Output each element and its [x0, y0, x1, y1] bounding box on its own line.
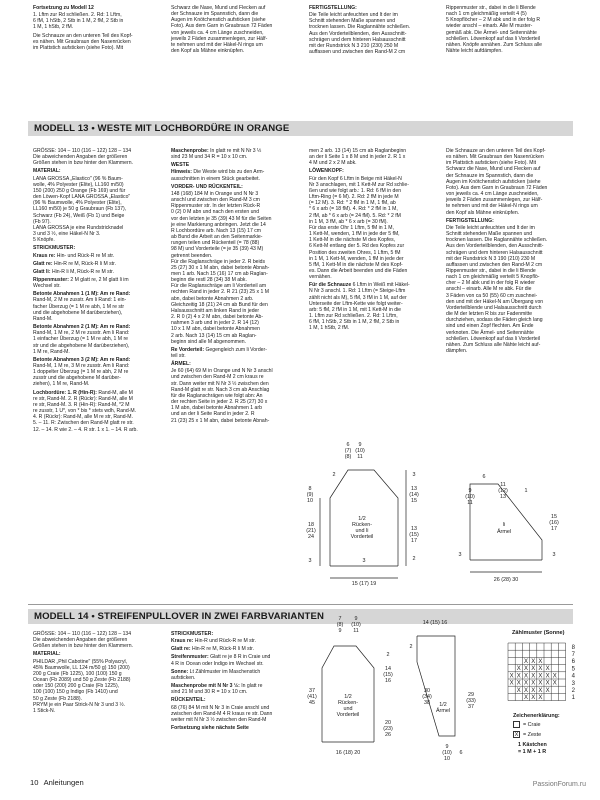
d1-label: (15) — [409, 532, 419, 538]
watermark: PassionForum.ru — [532, 781, 586, 788]
model14-column-1 — [33, 631, 163, 716]
inline-text: Glatt re je 8 R in Craie und 4 R in Ocean oder Indigo im Wechsel str. — [171, 654, 271, 667]
chart-row-number: 2 — [571, 688, 575, 694]
section-heading: FERTIGSTELLUNG: — [309, 5, 357, 11]
top-column-4 — [446, 5, 576, 56]
chart-stitch-mark: X — [538, 666, 543, 673]
d2-label: 1 — [524, 488, 528, 494]
section-heading: Fortsetzung siehe nächste Seite — [171, 725, 249, 732]
d2-label: 11 — [500, 482, 506, 488]
inline-text: Die Weste wird bis zu den Arm- ausschnitten in einem Stück gearbeitet. — [171, 169, 265, 182]
d1-label: (8) — [344, 454, 352, 460]
chart-stitch-mark: X — [523, 687, 529, 694]
instruction-paragraph: Schwarz die Nase, Mund und Flecken auf der Schnauze im Spannstich, dann die Augen im Knötchenstich aufsticken (siehe Foto). Aus dem Garn in Graubraun 72 Fäden von jeweils ca. 4 cm Länge zuschneiden, jeweils 2 Fäden zusammenlegen, zur Hälf- te nehmen und mit der Häkel-N rings um den Kopf als Mähne einknüpfen. — [171, 5, 273, 55]
chart-stitch-mark: X — [545, 687, 550, 694]
d3-label: Rücken- — [337, 700, 359, 706]
zeste-x-icon: X — [514, 732, 519, 738]
d4-label: (10) — [442, 750, 452, 756]
craie-swatch-icon — [513, 721, 520, 728]
d2-label: (12) — [498, 488, 508, 494]
inline-text: Hin-R li M, Rück-R re M str. — [50, 268, 114, 275]
instruction-paragraph: Für den Kopf 6 Lftm in Beige mit Häkel-N Nr 3 anschlagen, mit 1 Kett-M zur Rd schlie- ßen und wie folgt arb.: 1. Rd: 6 fM in den Lftm-Ring (= 6 M). 2. Rd: 2 fM in jede M (= 12 M). 3. Rd: * 2 fM in 1 M, 1 fM, ab * 6 x arb (= 18 fM). 4. Rd: * 2 fM in 1 M, 2 fM, ab * 6 x arb (= 24 fM). 5. Rd: * 2 fM in 1 M, 3 fM, ab * 6 x arb (= 30 fM). Für das erste Ohr 1 Lftm, 5 fM in 1 M, 1 Kett-M, wenden, 1 fM in jede der 5 fM, 1 Kett-M in die nächste M des Kopfes, 6 Kett-M entlang der 5. Rd des Kopfes zur Position des zweiten Ohres, 1 Lftm, 5 fM in 1 M, 1 Kett-M, wenden, 1 fM in jede der 5 fM, 1 Kett-M in die nächste M des Kopf- es. Dann die Arbeit beenden und die Fäden vernähen. — [309, 175, 409, 281]
chart-stitch-mark: X — [552, 673, 557, 680]
d4-label: 29 — [468, 692, 474, 698]
inline-label: Kraus re: — [33, 252, 56, 259]
d1-label: 10 — [307, 498, 313, 504]
instruction-paragraph: Die Teile leicht anfeuchten und lt der im Schnitt stehenden Maße spannen und trocknen lassen. Die Raglannähte schließen. Aus den Vorderteilblenden, den Ausschnitt- schrägen und dem hinteren Halsausschnitt mit der Rundstrick N 3 210 (230) 250 M auffassen und zwischen den Rand-M 2 cm — [309, 12, 411, 56]
section-heading: FERTIGSTELLUNG: — [446, 217, 494, 224]
section-heading: LÖWENKOPF: — [309, 168, 344, 175]
chart-stitch-mark: X — [523, 673, 529, 680]
chart-stitch-mark: X — [538, 659, 543, 665]
model13-column-1 — [33, 148, 163, 435]
d3-label: (41) — [307, 694, 317, 700]
d1-label: (7) — [344, 448, 352, 454]
instruction-paragraph — [171, 638, 301, 644]
d1-label: 3 — [412, 472, 416, 478]
inline-label: Betonte Abnahmen 1 (1 M): Am re Rand: — [33, 291, 131, 298]
section-heading: MATERIAL: — [33, 168, 61, 175]
d2-label: Ärmel — [496, 529, 512, 535]
d4-label: (34) — [422, 694, 432, 700]
chart-row-number: 5 — [571, 666, 575, 673]
instruction-paragraph: 1. Lftm zur Rd schließen. 2. Rd: 1 Lftm, 6 fM, 1 hStb, 2 Stb in 1 M, 2 fM, 2 Stb in 1 M, 1 hStb, 2 fM. — [33, 12, 124, 31]
instruction-paragraph: Rippenmuster str., dabei in die li Blende nach 1 cm gleichmäßig verteilt 4 (5) 5 Knopflöcher – 2 M abk und in der folg R wieder anschl – einarb. Alle M muster- gemäß abk. Die Ärmel- und Seitennähte schließen. Löwenkopf auf das li Vorderteil nähen. Knöpfe annähen. Zum Schluss alle Nähte leicht aufdämpfen. — [446, 5, 542, 55]
d3-label: (23) — [383, 726, 393, 732]
d3-label: 37 — [309, 688, 315, 694]
d3-label: (15) — [383, 672, 393, 678]
chart-stitch-mark: X — [531, 687, 536, 694]
inline-label: Rippenmuster: — [33, 276, 69, 283]
d2-label: 26 (28) 30 — [493, 577, 519, 583]
chart-stitch-mark: X — [531, 680, 536, 687]
instruction-paragraph: 148 (168) 184 M in Orange und N Nr 3 anschl und zwischen den Rand-M 3 cm Rippenmuster str. In der letzten Rück-R 0 (2) 0 M abn und nach den ersten und vor den letzten je 35 (39) 43 M für die Seiten je eine Markierung anbringen. Jetzt die 14 R Lochbordüre arb. Nach 13 (15) 17 cm ab Bund die Arbeit an den Seitenmarkie- rungen teilen und Rückenteil (= 78 (88) 98 M) und Vorderteile (= je 35 (39) 43 M) getrennt beenden. Für die Raglanschräge in jeder 2. R beids 25 (27) 30 x 1 M abn, dabei betonte Abnah- men 1 arb. Nach 15 (16) 17 cm ab Raglan- beginn die restl 28 (34) 38 M abk. Für die Raglanschräge am li Vorderteil am rechten Rand in jeder 2. R 21 (23) 25 x 1 M abn, dabei betonte Abnahmen 2 arb. Gleichzeitig 18 (21) 24 cm ab Bund für den Halsausschnitt am linken Rand in jeder 2. R 0 (2) 4 x 2 M abn, dabei betonte Ab- nahmen 3 arb und in jeder 2. R 14 (12) 10 x 1 M abn, dabei betonte Abnahmen 2 arb. Nach 13 (14) 15 cm ab Raglan- beginn sind alle M abgenommen. — [171, 190, 272, 345]
sun-stitch-chart — [506, 640, 586, 710]
instruction-paragraph: LANA GROSSA „Elastico" (96 % Baum- wolle, 4% Polyester (Elite), LL160 m/50) 150 (200) 250 g Orange (Fb 169) und für den Löwen-Kopf LANA GROSSA „Elastico" (96 % Baumwolle, 4% Polyester (Elite), LL160 m/50) je 50 g Graubraun (Fb 137), Schwarz (Fb 24), Weiß (Fb 1) und Beige (Fb 97). LANA GROSSA je eine Rundstricknadel 3 und 3 ½, eine Häkel-N Nr 3. 5 Knöpfe. — [33, 175, 131, 244]
sleeve-outline — [470, 484, 542, 560]
model13-sleeve-schematic — [450, 470, 580, 590]
inline-label: Glatt re: — [171, 646, 191, 653]
d1-label: (10) — [355, 448, 365, 454]
d1-label: 6 — [346, 442, 350, 448]
d1-label: Vorderteil — [350, 534, 374, 540]
chart-stitch-mark: X — [516, 673, 521, 680]
d1-label: 2 — [412, 556, 416, 562]
instruction-paragraph — [171, 148, 301, 160]
chart-stitch-mark: X — [545, 680, 550, 687]
d1-label: 8 — [308, 486, 312, 492]
chart-row-number: 3 — [571, 680, 575, 687]
section-heading: RÜCKENTEIL: — [171, 697, 206, 704]
section-heading: VORDER- UND RÜCKENTEIL: — [171, 183, 243, 190]
d1-label: 11 — [357, 454, 363, 460]
d2-label: 6 — [482, 474, 486, 480]
d4-label: 9 — [445, 744, 449, 750]
section-divider — [28, 604, 573, 605]
section-name: Anleitungen — [43, 778, 84, 787]
chart-stitch-mark: X — [538, 680, 543, 687]
d3-label: und — [343, 706, 353, 712]
chart-row-number: 6 — [571, 659, 575, 666]
chart-stitch-mark: X — [545, 673, 550, 680]
d2-label: 15 — [551, 514, 557, 520]
d1-label: 3 — [308, 558, 312, 564]
instruction-paragraph: 68 (76) 84 M mit N Nr 3 in Craie anschl und zwischen den Rand-M 4 R kraus re str. Dann weiter mit N Nr 3 ½ zwischen den Rand-M — [171, 704, 273, 723]
inline-text: Rand-M, 1 M re, 2 M re zusstr. Am li Rand: 1 einfacher Überzug (= 1 M re abh, 1 M re str und die abgehobene M darüberziehen), 1 M re, Rand-M. — [33, 330, 130, 355]
legend-item-zeste — [513, 731, 541, 738]
inline-label: Streifenmuster: — [171, 654, 209, 661]
chart-stitch-mark: X — [509, 680, 514, 687]
inline-label: Lochbordüre: 1. R (Hin-R): — [33, 389, 97, 396]
chart-stitch-mark: X — [531, 695, 536, 701]
d2-label: 11 — [467, 500, 473, 506]
chart-stitch-mark: X — [516, 666, 521, 673]
chart-stitch-mark: X — [531, 673, 536, 680]
inline-label: Glatt re: — [33, 260, 53, 267]
section-heading: STRICKMUSTER: — [171, 631, 214, 637]
page-number: 10 — [30, 778, 39, 787]
d1-label: 13 — [411, 486, 417, 492]
instruction-paragraph — [33, 277, 163, 289]
inline-label: Sonne: — [171, 668, 189, 675]
legend-item-craie — [513, 721, 541, 728]
d1-label: 2 — [332, 472, 336, 478]
instruction-paragraph — [309, 282, 439, 331]
chart-stitch-mark: X — [545, 666, 550, 673]
inline-text: Rand-M, 2 M re zusstr. Am li Rand: 1 ein- facher Überzug (= 1 M re abh, 1 M re str und die abgehobene M darüberziehen), Rand-M. — [33, 297, 127, 322]
d2-label: li — [502, 522, 506, 528]
d2-label: (16) — [549, 520, 559, 526]
model13-column-4 — [446, 148, 576, 356]
instruction-paragraph — [33, 291, 163, 322]
d1-label: 15 — [411, 498, 417, 504]
instruction-paragraph: Die Schnauze an den unteren Teil des Kopf- es nähen. Mit Graubraun den Nasenrücken im Plattstich aufsticken (siehe Foto). Mit Schwarz die Nase, Mund und Flecken auf der Schnauze im Spannstich, dann die Augen im Knötchenstich aufsticken (siehe Foto). Aus dem Garn in Graubraun 72 Fäden von jeweils ca. 4 cm Länge zuschneiden, jeweils 2 Fäden zusammenlegen, zur Hälf- te nehmen und mit der Häkel-N rings um den Kopf als Mähne einknüpfen. — [446, 148, 548, 216]
top-column-2 — [171, 5, 301, 56]
instruction-paragraph: GRÖSSE: 104 – 110 (116 – 122) 128 – 134 Die abweichenden Angaben der größeren Größen stehen in bzw hinter den Klammern. — [33, 148, 133, 167]
instruction-paragraph — [33, 357, 163, 388]
d3-label: 1/2 — [344, 694, 352, 700]
inline-text: In glatt re sind 21 M und 30 R = 10 x 10 cm. — [171, 683, 263, 696]
inline-text: Hin-R und Rück-R re M str. — [193, 638, 256, 645]
chart-stitch-mark: X — [538, 695, 543, 701]
instruction-paragraph — [171, 654, 301, 666]
page-footer — [30, 778, 84, 787]
inline-label: Re Vorderteil: — [171, 346, 205, 353]
d4-label: Ärmel — [435, 708, 451, 714]
d3-label: 9 — [354, 616, 358, 622]
d4-label: 6 — [459, 750, 463, 756]
model14-body-schematic — [300, 612, 410, 762]
d2-label: 13 — [500, 494, 506, 500]
model13-column-2 — [171, 148, 301, 426]
model14-sleeve-schematic — [405, 612, 487, 772]
section-heading: Fortsetzung zu Modell 12 — [33, 5, 94, 11]
instruction-paragraph — [171, 683, 301, 695]
inline-label: Betonte Abnahmen 2 (1 M): Am re Rand: — [33, 324, 131, 331]
inline-text: Hin- und Rück-R re M str. — [55, 252, 115, 259]
model13-column-3 — [309, 148, 439, 334]
instruction-paragraph — [171, 669, 301, 681]
instruction-paragraph — [33, 269, 163, 275]
chart-stitch-mark: X — [523, 666, 529, 673]
d1-label: Rücken- — [351, 522, 373, 528]
d3-label: 9 — [338, 628, 342, 634]
inline-label: Maschenprobe: — [171, 148, 209, 154]
chart-stitch-mark: X — [552, 680, 557, 687]
inline-label: Kraus re: — [171, 638, 194, 645]
inline-text: 6 Lftm in Weiß mit Häkel- N Nr 3 anschl. 1. Rd: 1 Lftm (= Steige-Lftm zählt nicht als M), 5 fM, 3 fM in 1 M, auf der Unterseite der Lftm-Kette wie folgt weiter- arb: 5 fM, 2 fM in 1 M, mit 1 Kett-M in die 1. Lftm zur Rd schließen. 2. Rd: 1 Lftm, 6 fM, 1 hStb, 2 Stb in 1 M, 2 fM, 2 Stb in 1 M, 1 hStb, 2 fM. — [309, 282, 410, 332]
chart-stitch-mark: X — [531, 666, 536, 673]
model14-heading: MODELL 14 • STREIFENPULLOVER IN ZWEI FARBVARIANTEN — [28, 609, 573, 624]
inline-text: Rand-M, 1 M re, 3 M re zusstr. Am li Rand: 1 doppelter Überzug (= 1 M re abh, 2 M re zusstr und die abgehobene M darüber- ziehen), 1 M re, Rand-M. — [33, 363, 130, 388]
instruction-paragraph — [171, 646, 301, 652]
d4-label: 37 — [468, 704, 474, 710]
d2-label: 3 — [552, 552, 556, 558]
legend-label: = Craie — [523, 721, 541, 728]
instruction-paragraph: men 2 arb. 13 (14) 15 cm ab Raglanbeginn an der li Seite 1 x 8 M und in jeder 2. R 1 x 4 M und 2 x 2 M abk. — [309, 148, 407, 167]
chart-stitch-mark: X — [538, 687, 543, 694]
d3-label: (10) — [351, 622, 361, 628]
chart-stitch-mark: X — [523, 680, 529, 687]
chart-stitch-mark: X — [516, 687, 521, 694]
legend-label: = Zeste — [523, 731, 542, 738]
d1-label: 9 — [358, 442, 362, 448]
chart-row-number: 7 — [571, 652, 575, 658]
d3-label: 20 — [385, 720, 391, 726]
instruction-paragraph — [33, 324, 163, 355]
instruction-paragraph — [171, 169, 301, 181]
chart-row-number: 1 — [571, 695, 575, 702]
d4-label: 1/2 — [439, 702, 447, 708]
legend-title: Zeichenerklärung: — [513, 713, 560, 719]
inline-text: 2 M glatt re, 2 M glatt li im Wechsel str. — [33, 276, 129, 290]
sleeve-outline — [417, 636, 455, 736]
d1-label: 1/2 — [358, 516, 366, 522]
chart-title: Zählmuster (Sonne) — [512, 630, 565, 636]
d3-label: 16 (18) 20 — [335, 750, 361, 756]
d3-label: 26 — [385, 732, 391, 738]
chart-stitch-mark: X — [538, 673, 543, 680]
d4-label: (33) — [466, 698, 476, 704]
instruction-paragraph: Die Teile leicht anfeuchten und lt der im Schnitt stehenden Maße spannen und trocknen lassen. Die Raglannähte schließen. Aus den Vorderteilblenden, den Ausschnitt- schrägen und dem hinteren Halsausschnitt mit der Rundstrick N 3 190 (210) 230 M auffassen und zwischen den Rand-M 2 cm Rippenmuster str., dabei in die li Blende nach 1 cm gleichmäßig verteilt 5 Knopflö- cher – 2 M abk und in der folg R wieder anschl – einarb. Alle M re abk. Für die 3 Fäden von ca 50 (55) 60 cm zuschnei- den und mit der Häkel-N am Übergang von Vorderteilblende und Halsausschnitt durch die M der letzten R bis zur Fadenmitte durchziehen, sodass die Fäden gleich lang sind und einen Zopf flechten. Am Ende verknoten. Die Ärmel- und Seitennähte schließen. Löwenkopf auf das li Vorderteil nähen. Zum Schluss alle Nähte leicht auf- dämpfen. — [446, 224, 548, 354]
inline-text: Hin-R re M, Rück-R li M str. — [190, 646, 254, 653]
chart-stitch-mark: X — [531, 659, 536, 665]
chart-stitch-mark: X — [509, 673, 514, 680]
inline-text: Gegengleich zum li Vorder- teil str. — [171, 346, 267, 359]
d1-label: 18 — [308, 522, 314, 528]
d1-label: 24 — [308, 534, 314, 540]
inline-text: In glatt re mit N Nr 3 ½ sind 23 M und 34 R = 10 x 10 cm. — [171, 148, 262, 161]
d4-label: 30 — [424, 688, 430, 694]
d4-label: 10 — [444, 756, 450, 762]
d3-label: 14 — [385, 666, 391, 672]
top-column-3 — [309, 5, 439, 57]
model14-column-2 — [171, 631, 301, 732]
chart-row-number: 4 — [571, 673, 575, 680]
instruction-paragraph: Die Schnauze an den unteren Teil des Kopf- es nähen. Mit Graubraun den Nasenrücken im Plattstich aufsticken (siehe Foto). Mit — [33, 32, 133, 51]
inline-label: Maschenprobe mit N Nr 3 ½: — [171, 683, 240, 690]
d3-label: (8) — [336, 622, 344, 628]
chart-note: 1 Kästchen = 1 M + 1 R — [518, 742, 547, 755]
instruction-paragraph: Je 60 (64) 69 M in Orange und N Nr 3 anschl und zwischen den Rand-M 2 cm kraus re str. Dann weiter mit N Nr 3 ½ zwischen den Rand-M glatt re str. Nach 3 cm ab Anschlag für die Raglanschrägen wie folgt abn: An der rechten Seite in jeder 2. R 25 (27) 30 x 1 M abn, dabei betonte Abnahmen 1 arb und an der li Seite Rand in jeder 2. R 21 (23) 25 x 1 M abn, dabei betonte Abnah- — [171, 368, 273, 424]
d4-label: 38 — [424, 700, 430, 706]
instruction-paragraph — [33, 390, 163, 433]
d1-label: 3 — [362, 558, 366, 564]
instruction-paragraph: PHILDAR „Phil Cabotine" (55% Polyacryl, 45% Baumwolle, LL 124 m/50 g) 150 (200) 200 g Craie (Fb 1225), 100 (100) 150 g Ocean (Fb 2089) und 50 g Zeste (Fb 2188) oder 150 (200) 200 g Craie (Fb 1225), 100 (100) 150 g Indigo (Fb 1410) und 50 g Zeste (Fb 2188). PRYM je ein Paar Strick-N Nr 3 und 3 ½. 1 Stick-N. — [33, 658, 131, 714]
model13-body-schematic — [300, 438, 450, 588]
section-heading: STRICKMUSTER: — [33, 245, 76, 252]
d2-label: (10) — [465, 494, 475, 500]
chart-stitch-mark: X — [523, 695, 529, 701]
instruction-paragraph — [171, 347, 301, 359]
d3-label: 7 — [338, 616, 342, 622]
section-heading: MATERIAL: — [33, 651, 61, 658]
inline-label: Hinweis: — [171, 169, 192, 176]
inline-text: Lt Zählmuster im Maschenstich aufsticken. — [171, 668, 261, 681]
instruction-paragraph — [33, 261, 163, 267]
chart-stitch-mark: X — [523, 659, 529, 665]
inline-label: Für die Schnauze — [309, 282, 352, 289]
d1-label: 17 — [411, 538, 417, 544]
d3-label: 2 — [386, 652, 390, 658]
instruction-paragraph — [33, 253, 163, 259]
d1-label: (21) — [306, 528, 316, 534]
inline-label: Betonte Abnahmen 3 (2 M): Am re Rand: — [33, 356, 131, 363]
inline-text: Rand-M, alle M re str, Rand-M. 2. R (Rückr): Rand-M, alle M re str, Rand-M. 3. R (Hin-R): Rand-M, *2 M re zusstr, 1 U*, von * bis * stets wdh, Rand-M. 4. R (Rückr): Rand-M, alle M re str, Rand-M. 5. – 11. R: Zwischen den Rand-M glatt re str. 12. – 14. R wie 2. – 4. R str. 1 x 1. – 14. R arb. — [33, 389, 138, 433]
instruction-paragraph: GRÖSSE: 104 – 110 (116 – 122) 128 – 134 Die abweichenden Angaben der größeren Größen stehen in bzw hinter den Klammern. — [33, 631, 133, 650]
chart-row-number: 8 — [571, 644, 575, 651]
d3-label: 11 — [353, 628, 359, 634]
d3-label: Vorderteil — [336, 712, 360, 718]
chart-stitch-mark: X — [516, 680, 521, 687]
d1-label: 13 — [411, 526, 417, 532]
d2-label: 17 — [551, 526, 557, 532]
d1-label: und li — [355, 528, 369, 534]
d2-label: 9 — [468, 488, 472, 494]
top-column-1 — [33, 5, 163, 53]
d1-label: (9) — [306, 492, 314, 498]
d4-label: 14 (15) 16 — [422, 620, 448, 626]
d3-label: 16 — [385, 678, 391, 684]
d1-label: (14) — [409, 492, 419, 498]
section-heading: ÄRMEL: — [171, 361, 191, 368]
d4-label: 2 — [409, 644, 413, 650]
d3-label: 45 — [309, 700, 315, 706]
section-heading: WESTE — [171, 162, 190, 169]
d2-label: 3 — [458, 552, 462, 558]
model13-heading: MODELL 13 • WESTE MIT LOCHBORDÜRE IN ORANGE — [28, 121, 573, 136]
d1-label: 15 (17) 19 — [351, 581, 377, 587]
inline-text: Hin-R re M, Rück-R li M str. — [52, 260, 116, 267]
inline-label: Glatt li: — [33, 268, 51, 275]
